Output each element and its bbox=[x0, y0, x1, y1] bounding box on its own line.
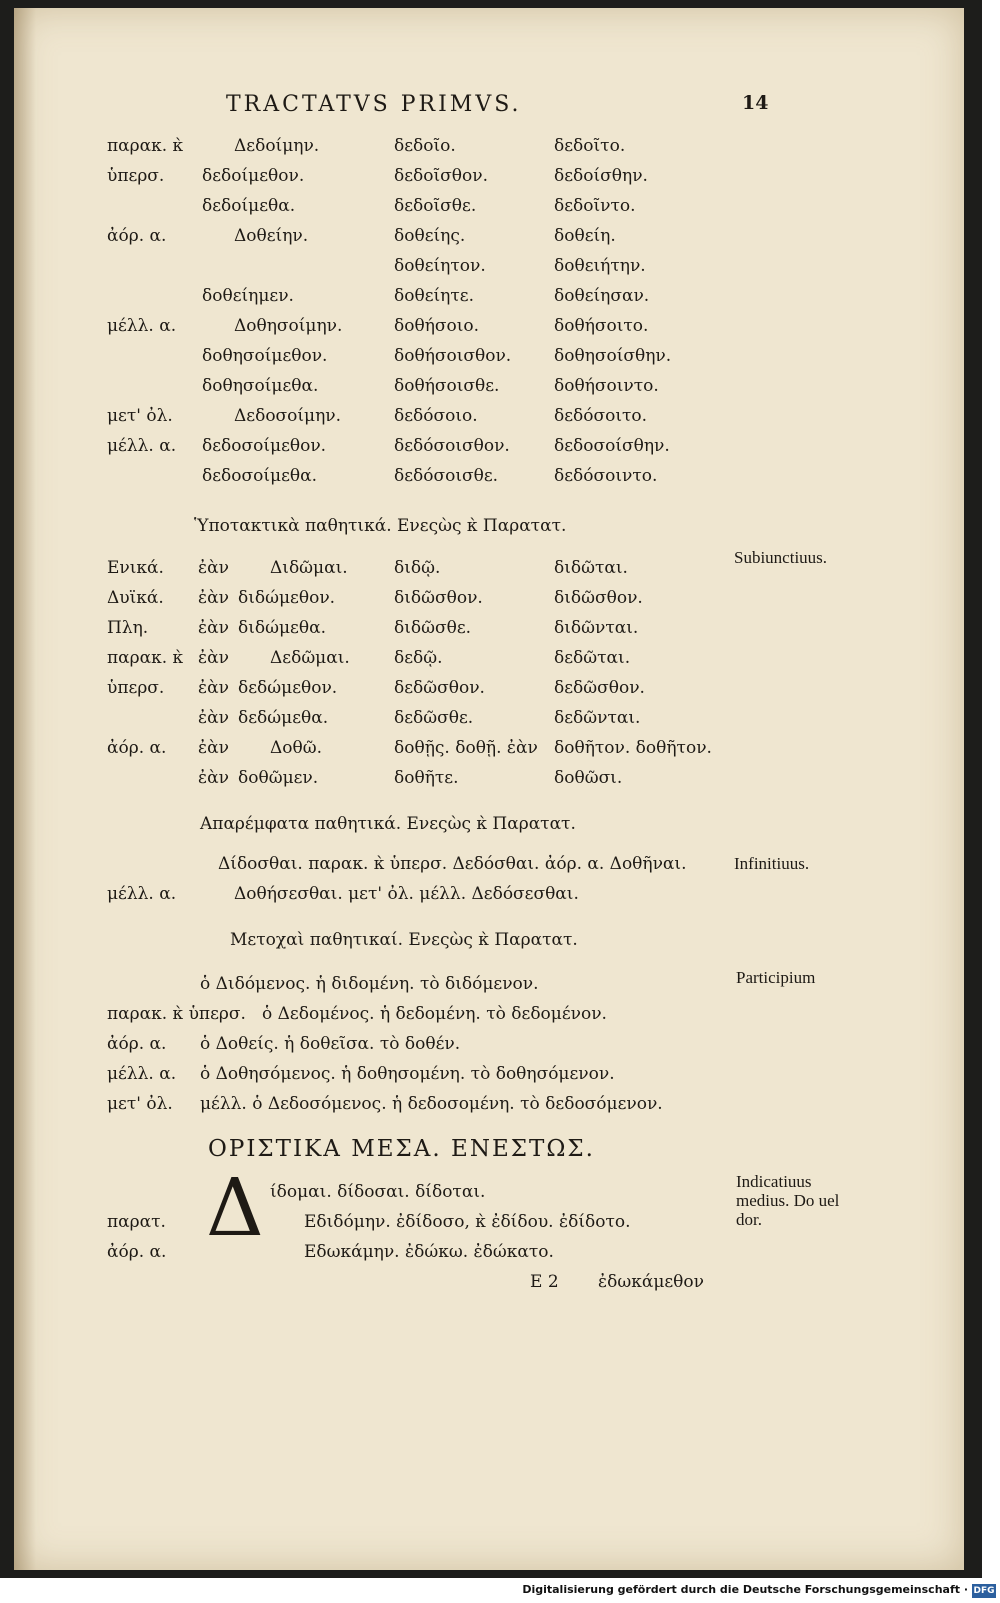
form-col2: δοθήσοιο. bbox=[394, 316, 480, 336]
tense-label: παρακ. κ̀ ὑπερσ. bbox=[107, 1004, 246, 1024]
form-col3: δοθησοίσθην. bbox=[554, 346, 672, 366]
form-col1: Δεδοίμην. bbox=[234, 136, 320, 156]
form-col1: δοθείημεν. bbox=[202, 286, 294, 306]
form-col3: δεδόσοιτο. bbox=[554, 406, 648, 426]
tense-label: μετ' ὀλ. bbox=[107, 406, 173, 426]
form-col1: Διδῶμαι. bbox=[270, 558, 348, 578]
middle-indicative-heading: ΟΡΙΣΤΙΚΑ ΜΕΣΑ. ΕΝΕΣΤΩΣ. bbox=[208, 1136, 595, 1162]
margin-note-subjunctive: Subiunctiuus. bbox=[734, 548, 828, 567]
particle-ean: ἐὰν bbox=[198, 708, 229, 728]
form-col2: δοθείητε. bbox=[394, 286, 474, 306]
number-label: Δυϊκά. bbox=[107, 588, 164, 608]
form-col1: διδώμεθα. bbox=[238, 618, 326, 638]
form-col1: Δεδῶμαι. bbox=[270, 648, 350, 668]
form-col2: δοθῆτε. bbox=[394, 768, 459, 788]
form-col1: δεδοσοίμεθα. bbox=[202, 466, 317, 486]
form-col3: δοθείη. bbox=[554, 226, 616, 246]
middle-forms: ίδομαι. δίδοσαι. δίδοται. bbox=[270, 1182, 486, 1202]
form-col3: διδῶται. bbox=[554, 558, 628, 578]
form-col2: δεδοῖσθον. bbox=[394, 166, 488, 186]
form-col2: δεδόσοισθον. bbox=[394, 436, 510, 456]
middle-forms: Εδιδόμην. ἐδίδοσο, κ̀ ἐδίδου. ἐδίδοτο. bbox=[304, 1212, 631, 1232]
particle-ean: ἐὰν bbox=[198, 648, 229, 668]
tense-label: μέλλ. α. bbox=[107, 316, 177, 336]
particle-ean: ἐὰν bbox=[198, 678, 229, 698]
tense-label: ὑπερσ. bbox=[107, 678, 165, 698]
tense-label: ἀόρ. α. bbox=[107, 1242, 167, 1262]
infinitive-line-1: Δίδοσθαι. παρακ. κ̀ ὑπερσ. Δεδόσθαι. ἀόρ. α. Δοθῆναι. bbox=[218, 854, 687, 874]
particle-ean: ἐὰν bbox=[198, 738, 229, 758]
form-col1: δεδοίμεθα. bbox=[202, 196, 296, 216]
participle-forms: ὁ Δεδομένος. ἡ δεδομένη. τὸ δεδομένον. bbox=[262, 1004, 607, 1024]
participle-forms: μέλλ. ὁ Δεδοσόμενος. ἡ δεδοσομένη. τὸ δεδοσόμενον. bbox=[200, 1094, 663, 1114]
form-col1: δεδοσοίμεθον. bbox=[202, 436, 327, 456]
form-col2: δεδόσοιο. bbox=[394, 406, 478, 426]
tense-label: παρακ. κ̀ bbox=[107, 136, 184, 156]
number-label: Πλη. bbox=[107, 618, 149, 638]
form-col2: δοθήσοισθον. bbox=[394, 346, 512, 366]
form-col1: διδώμεθον. bbox=[238, 588, 336, 608]
form-col3: δεδοῖντο. bbox=[554, 196, 636, 216]
tense-label: ἀόρ. α. bbox=[107, 226, 167, 246]
form-col1: Δοθείην. bbox=[234, 226, 309, 246]
form-col2: διδῷ. bbox=[394, 558, 441, 578]
form-col1: δοθησοίμεθον. bbox=[202, 346, 328, 366]
form-col1: δοθῶμεν. bbox=[238, 768, 319, 788]
form-col3: δοθείησαν. bbox=[554, 286, 650, 306]
digitization-footer bbox=[0, 1580, 1000, 1603]
form-col1: Δοθῶ. bbox=[270, 738, 323, 758]
tense-label: ὑπερσ. bbox=[107, 166, 165, 186]
particle-ean: ἐὰν bbox=[198, 588, 229, 608]
form-col1: δοθησοίμεθα. bbox=[202, 376, 319, 396]
form-col1: Δεδοσοίμην. bbox=[234, 406, 342, 426]
particle-ean: ἐὰν bbox=[198, 618, 229, 638]
form-col3: δοθῆτον. δοθῆτον. bbox=[554, 738, 712, 758]
margin-note-infinitive: Infinitiuus. bbox=[734, 854, 810, 873]
binding-shadow bbox=[14, 8, 36, 1570]
particle-ean: ἐὰν bbox=[198, 558, 229, 578]
form-col3: δοθήσοιτο. bbox=[554, 316, 649, 336]
infinitive-heading: Απαρέμφατα παθητικά. Ενεςὼς κ̀ Παρατατ. bbox=[200, 814, 576, 834]
form-col2: διδῶσθον. bbox=[394, 588, 483, 608]
form-col2: δεδοῖο. bbox=[394, 136, 456, 156]
tense-label: παρατ. bbox=[107, 1212, 166, 1232]
infinitive-line-2: Δοθήσεσθαι. μετ' ὀλ. μέλλ. Δεδόσεσθαι. bbox=[234, 884, 579, 904]
running-title: TRACTATVS PRIMVS. bbox=[226, 92, 522, 117]
form-col2: δεδῶσθε. bbox=[394, 708, 474, 728]
tense-label: μέλλ. α. bbox=[107, 436, 177, 456]
form-col2: δοθείης. bbox=[394, 226, 466, 246]
dfg-logo: DFG bbox=[973, 1586, 995, 1596]
form-col3: δεδοῖτο. bbox=[554, 136, 626, 156]
participle-forms: ὁ Διδόμενος. ἡ διδομένη. τὸ διδόμενον. bbox=[200, 974, 539, 994]
form-col2: δοθήσοισθε. bbox=[394, 376, 500, 396]
form-col3: δοθῶσι. bbox=[554, 768, 623, 788]
margin-note-indicative-middle: Indicatiuus medius. Do uel dor. bbox=[736, 1172, 840, 1229]
form-col3: δεδοσοίσθην. bbox=[554, 436, 670, 456]
form-col3: δεδῶσθον. bbox=[554, 678, 645, 698]
tense-label: μέλλ. α. bbox=[107, 884, 177, 904]
form-col3: δεδῶνται. bbox=[554, 708, 641, 728]
tense-label: παρακ. κ̀ bbox=[107, 648, 184, 668]
form-col1: Δοθησοίμην. bbox=[234, 316, 343, 336]
tense-label: ἀόρ. α. bbox=[107, 738, 167, 758]
form-col3: δοθήσοιντο. bbox=[554, 376, 659, 396]
form-col3: δεδόσοιντο. bbox=[554, 466, 658, 486]
form-col3: διδῶνται. bbox=[554, 618, 639, 638]
drop-capital-delta: Δ bbox=[206, 1161, 264, 1254]
number-label: Ενικά. bbox=[107, 558, 164, 578]
middle-forms: Εδωκάμην. ἐδώκω. ἐδώκατο. bbox=[304, 1242, 554, 1262]
form-col2: δεδῷ. bbox=[394, 648, 443, 668]
form-col2: δοθείητον. bbox=[394, 256, 486, 276]
participle-forms: ὁ Δοθείς. ἡ δοθεῖσα. τὸ δοθέν. bbox=[200, 1034, 461, 1054]
form-col2: διδῶσθε. bbox=[394, 618, 472, 638]
form-col3: δοθειήτην. bbox=[554, 256, 646, 276]
margin-note-participle: Participium bbox=[736, 968, 816, 987]
subjunctive-heading: Ὑποτακτικὰ παθητικά. Ενεςὼς κ̀ Παρατατ. bbox=[194, 516, 567, 536]
book-page bbox=[14, 8, 964, 1570]
catchword: ἐδωκάμεθον bbox=[598, 1272, 704, 1292]
form-col1: δεδώμεθα. bbox=[238, 708, 329, 728]
form-col2: δεδόσοισθε. bbox=[394, 466, 499, 486]
form-col2: δεδοῖσθε. bbox=[394, 196, 477, 216]
particle-ean: ἐὰν bbox=[198, 768, 229, 788]
tense-label: μετ' ὀλ. bbox=[107, 1094, 173, 1114]
participle-heading: Μετοχαὶ παθητικαί. Ενεςὼς κ̀ Παρατατ. bbox=[230, 930, 578, 950]
form-col2: δεδῶσθον. bbox=[394, 678, 485, 698]
tense-label: ἀόρ. α. bbox=[107, 1034, 167, 1054]
form-col3: διδῶσθον. bbox=[554, 588, 643, 608]
tense-label: μέλλ. α. bbox=[107, 1064, 177, 1084]
form-col1: δεδοίμεθον. bbox=[202, 166, 305, 186]
form-col3: δεδοίσθην. bbox=[554, 166, 648, 186]
form-col3: δεδῶται. bbox=[554, 648, 631, 668]
participle-forms: ὁ Δοθησόμενος. ἡ δοθησομένη. τὸ δοθησόμενον. bbox=[200, 1064, 615, 1084]
form-col1: δεδώμεθον. bbox=[238, 678, 338, 698]
page-number: 14 bbox=[742, 92, 769, 114]
form-col2: δοθῇς. δοθῇ. ἐὰν bbox=[394, 738, 538, 758]
funding-credit: Digitalisierung gefördert durch die Deutsche Forschungsgemeinschaft · bbox=[522, 1583, 968, 1596]
signature-mark: E 2 bbox=[530, 1272, 559, 1292]
